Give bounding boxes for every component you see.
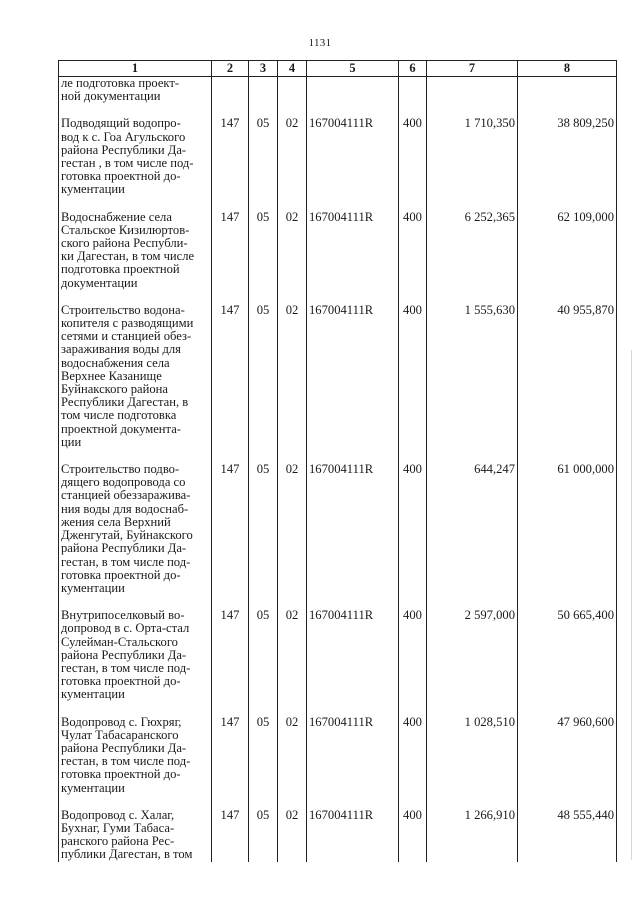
cell-col3: 05 — [249, 211, 278, 290]
col-header-6: 6 — [399, 61, 427, 77]
col-header-3: 3 — [249, 61, 278, 77]
cell-col7: 1 266,910 — [427, 809, 518, 862]
row-spacer — [59, 197, 617, 211]
cell-col8: 47 960,600 — [518, 716, 617, 795]
page-number: 1131 — [308, 37, 332, 49]
col-header-7: 7 — [427, 61, 518, 77]
row-spacer — [59, 702, 617, 716]
row-spacer — [59, 103, 617, 117]
table-row — [59, 211, 617, 290]
row-name: Водопровод с. Халаг, Бухнаг, Гуми Табаса- ранского района Рес- публики Дагестан, в том — [59, 809, 212, 862]
cell-col2: 147 — [212, 463, 249, 595]
cell-col6: 400 — [399, 117, 427, 196]
cell-col4: 02 — [278, 463, 307, 595]
cell-col8: 62 109,000 — [518, 211, 617, 290]
cell-col7: 6 252,365 — [427, 211, 518, 290]
cell-col2: 147 — [212, 809, 249, 862]
row-spacer — [59, 449, 617, 463]
cell-col2: 147 — [212, 716, 249, 795]
table-row — [59, 117, 617, 196]
budget-table — [58, 60, 617, 862]
cell-col6: 400 — [399, 304, 427, 449]
cell-col4: 02 — [278, 304, 307, 449]
cell-col7: 2 597,000 — [427, 609, 518, 701]
cell-col5: 167004111R — [307, 463, 399, 595]
col-header-8: 8 — [518, 61, 617, 77]
cell-col3: 05 — [249, 304, 278, 449]
cell-col8: 50 665,400 — [518, 609, 617, 701]
cell-col3: 05 — [249, 117, 278, 196]
row-spacer — [59, 795, 617, 809]
cell-col2: 147 — [212, 117, 249, 196]
continuation-row — [59, 77, 617, 104]
cell-col5: 167004111R — [307, 809, 399, 862]
cell-col5: 167004111R — [307, 211, 399, 290]
cell-col3: 05 — [249, 716, 278, 795]
col-header-4: 4 — [278, 61, 307, 77]
header-row — [59, 61, 617, 77]
table-row — [59, 463, 617, 595]
continuation-text: ле подготовка проект- ной документации — [59, 77, 212, 104]
cell-col3: 05 — [249, 609, 278, 701]
cell-col7: 1 555,630 — [427, 304, 518, 449]
cell-col3: 05 — [249, 463, 278, 595]
cell-col6: 400 — [399, 716, 427, 795]
row-spacer — [59, 290, 617, 304]
scan-edge-line — [631, 350, 632, 860]
row-name: Водоснабжение села Стальское Кизилюртов- ского района Республи- ки Дагестан, в том числе подготовка проектной документации — [59, 211, 212, 290]
cell-col7: 644,247 — [427, 463, 518, 595]
cell-col4: 02 — [278, 211, 307, 290]
row-name: Внутрипоселковый во- допровод в с. Орта-стал Сулейман-Стальского района Республики Да- гестан, в том числе под- готовка проектной до- кументации — [59, 609, 212, 701]
table-row — [59, 716, 617, 795]
row-name: Водопровод с. Гюхряг, Чулат Табасаранского района Республики Да- гестан, в том числе под- готовка проектной до- кументации — [59, 716, 212, 795]
cell-col4: 02 — [278, 716, 307, 795]
col-header-5: 5 — [307, 61, 399, 77]
cell-col2: 147 — [212, 304, 249, 449]
row-name: Строительство водона- копителя с разводящими сетями и станцией обез- зараживания воды для водоснабжения села Верхнее Казанище Буйнакского района Республики Дагестан, в том числе подготовка проектной документа- ции — [59, 304, 212, 449]
table-row — [59, 304, 617, 449]
cell-col5: 167004111R — [307, 609, 399, 701]
cell-col5: 167004111R — [307, 304, 399, 449]
cell-col6: 400 — [399, 809, 427, 862]
cell-col6: 400 — [399, 609, 427, 701]
row-spacer — [59, 595, 617, 609]
row-name: Подводящий водопро- вод к с. Гоа Агульского района Республики Да- гестан , в том числе под- готовка проектной до- кументации — [59, 117, 212, 196]
cell-col7: 1 028,510 — [427, 716, 518, 795]
cell-col3: 05 — [249, 809, 278, 862]
table-row — [59, 609, 617, 701]
cell-col8: 40 955,870 — [518, 304, 617, 449]
cell-col6: 400 — [399, 463, 427, 595]
cell-col4: 02 — [278, 117, 307, 196]
cell-col8: 38 809,250 — [518, 117, 617, 196]
cell-col2: 147 — [212, 211, 249, 290]
cell-col2: 147 — [212, 609, 249, 701]
cell-col8: 61 000,000 — [518, 463, 617, 595]
col-header-2: 2 — [212, 61, 249, 77]
cell-col4: 02 — [278, 809, 307, 862]
cell-col5: 167004111R — [307, 716, 399, 795]
cell-col4: 02 — [278, 609, 307, 701]
row-name: Строительство подво- дящего водопровода со станцией обеззаражива- ния воды для водоснаб- жения села Верхний Дженгутай, Буйнакского района Республики Да- гестан, в том числе под- готовка проектной до- кументации — [59, 463, 212, 595]
table-row — [59, 809, 617, 862]
cell-col5: 167004111R — [307, 117, 399, 196]
col-header-1: 1 — [59, 61, 212, 77]
cell-col6: 400 — [399, 211, 427, 290]
cell-col8: 48 555,440 — [518, 809, 617, 862]
cell-col7: 1 710,350 — [427, 117, 518, 196]
